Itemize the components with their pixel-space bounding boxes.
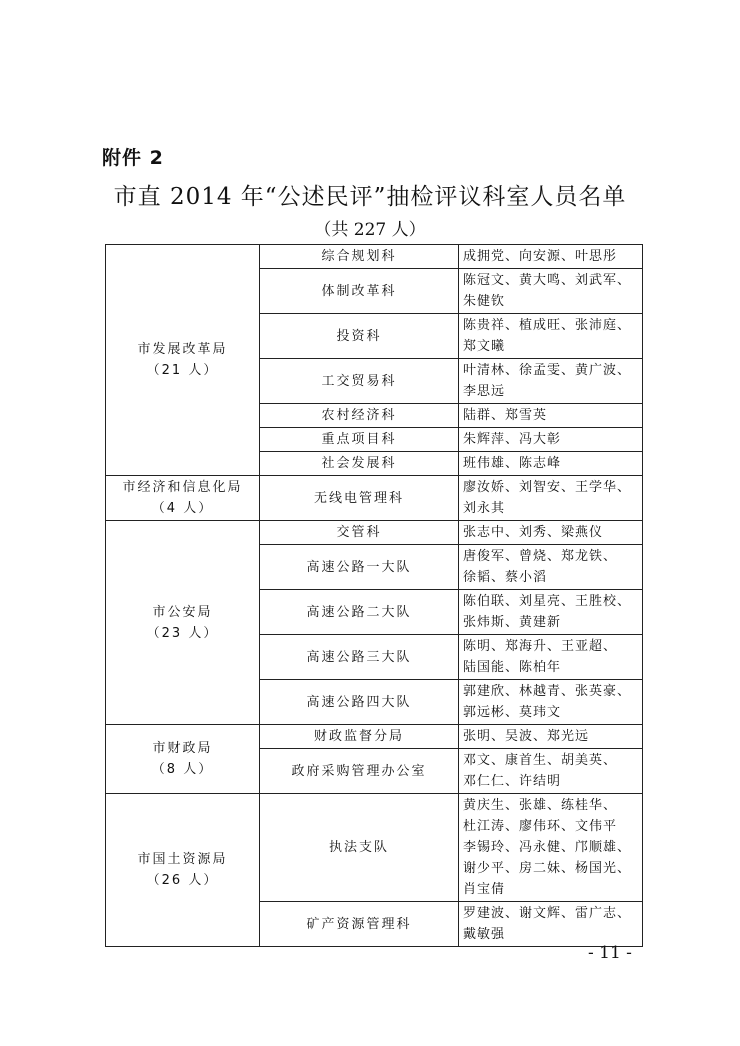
personnel-line: 班伟雄、陈志峰 [463, 456, 562, 471]
department-cell [106, 521, 260, 725]
section-name: 高速公路三大队 [260, 635, 459, 680]
section-name: 高速公路一大队 [260, 545, 459, 590]
department-count: （23 人） [146, 625, 219, 641]
personnel-line: 邓文、康首生、胡美英、 [463, 753, 618, 768]
section-name: 工交贸易科 [260, 359, 459, 404]
section-name: 无线电管理科 [260, 476, 459, 521]
personnel-names [459, 725, 643, 749]
document-subtitle: （共 227 人） [314, 220, 426, 240]
section-name: 高速公路二大队 [260, 590, 459, 635]
department-count: （21 人） [146, 363, 219, 378]
section-name: 重点项目科 [260, 428, 459, 452]
department-count: （26 人） [146, 873, 219, 888]
table-row [106, 794, 643, 902]
personnel-line: 李思远 [463, 384, 506, 399]
attachment-label: 附件 2 [102, 147, 164, 169]
personnel-names [459, 269, 643, 314]
department-cell [106, 245, 260, 476]
personnel-names [459, 902, 643, 947]
personnel-names [459, 245, 643, 269]
personnel-line: 成拥党、向安源、叶思彤 [463, 249, 618, 264]
personnel-names [459, 545, 643, 590]
personnel-names [459, 452, 643, 476]
department-cell [106, 476, 260, 521]
personnel-line: 陈明、郑海升、王亚超、 [463, 639, 618, 654]
personnel-names [459, 749, 643, 794]
personnel-line: 邓仁仁、许结明 [463, 774, 562, 789]
personnel-line: 廖汝娇、刘智安、王学华、 [463, 480, 632, 495]
page-number: - 11 - [588, 943, 632, 963]
personnel-line: 叶清林、徐孟雯、黄广波、 [463, 363, 632, 378]
personnel-line: 朱辉萍、冯大彰 [463, 432, 562, 447]
section-name: 矿产资源管理科 [260, 902, 459, 947]
personnel-names [459, 794, 643, 902]
personnel-names [459, 635, 643, 680]
section-name: 交管科 [260, 521, 459, 545]
personnel-names [459, 590, 643, 635]
section-name: 社会发展科 [260, 452, 459, 476]
department-cell [106, 794, 260, 947]
personnel-line: 肖宝倩 [463, 882, 506, 897]
section-name: 综合规划科 [260, 245, 459, 269]
personnel-table-body [106, 245, 643, 947]
personnel-line: 张炜斯、黄建新 [463, 615, 562, 630]
personnel-line: 徐韬、蔡小滔 [463, 570, 548, 585]
section-name: 高速公路四大队 [260, 680, 459, 725]
section-name: 体制改革科 [260, 269, 459, 314]
personnel-line: 朱健钦 [463, 294, 506, 309]
personnel-line: 杜江涛、廖伟环、文伟平 [463, 819, 618, 834]
personnel-line: 戴敏强 [463, 927, 506, 942]
personnel-line: 陈伯联、刘星亮、王胜校、 [463, 594, 632, 609]
personnel-line: 陈冠文、黄大鸣、刘武军、 [463, 273, 632, 288]
table-row [106, 476, 643, 521]
table-row [106, 521, 643, 545]
department-name: 市发展改革局 [137, 342, 228, 357]
personnel-names [459, 521, 643, 545]
table-row [106, 725, 643, 749]
section-name: 执法支队 [260, 794, 459, 902]
personnel-names [459, 314, 643, 359]
personnel-line: 郑文曦 [463, 339, 506, 354]
personnel-line: 罗建波、谢文辉、雷广志、 [463, 906, 632, 921]
table-row [106, 245, 643, 269]
department-name: 市财政局 [152, 741, 213, 756]
personnel-line: 郭远彬、莫玮文 [463, 705, 562, 720]
personnel-line: 黄庆生、张雄、练桂华、 [463, 798, 618, 813]
personnel-line: 谢少平、房二妹、杨国光、 [463, 861, 632, 876]
personnel-names [459, 359, 643, 404]
personnel-names [459, 680, 643, 725]
personnel-names [459, 404, 643, 428]
department-count: （8 人） [151, 762, 214, 777]
department-cell [106, 725, 260, 794]
personnel-line: 张明、吴波、郑光远 [463, 729, 590, 744]
personnel-names [459, 476, 643, 521]
personnel-line: 李锡玲、冯永健、邝顺雄、 [463, 840, 632, 855]
department-name: 市经济和信息化局 [122, 480, 243, 495]
personnel-line: 郭建欣、林越青、张英豪、 [463, 684, 632, 699]
personnel-names [459, 428, 643, 452]
personnel-line: 刘永其 [463, 501, 506, 516]
section-name: 财政监督分局 [260, 725, 459, 749]
department-name: 市公安局 [152, 604, 213, 620]
personnel-line: 张志中、刘秀、梁燕仪 [463, 525, 604, 540]
personnel-table [105, 244, 643, 947]
personnel-line: 陆国能、陈柏年 [463, 660, 562, 675]
section-name: 政府采购管理办公室 [260, 749, 459, 794]
department-name: 市国土资源局 [137, 852, 228, 867]
personnel-line: 陆群、郑雪英 [463, 408, 548, 423]
document-title: 市直 2014 年“公述民评”抽检评议科室人员名单 [113, 184, 627, 210]
personnel-line: 陈贵祥、植成旺、张沛庭、 [463, 318, 632, 333]
personnel-line: 唐俊军、曾烧、郑龙铁、 [463, 549, 618, 564]
section-name: 农村经济科 [260, 404, 459, 428]
section-name: 投资科 [260, 314, 459, 359]
department-count: （4 人） [151, 501, 214, 516]
